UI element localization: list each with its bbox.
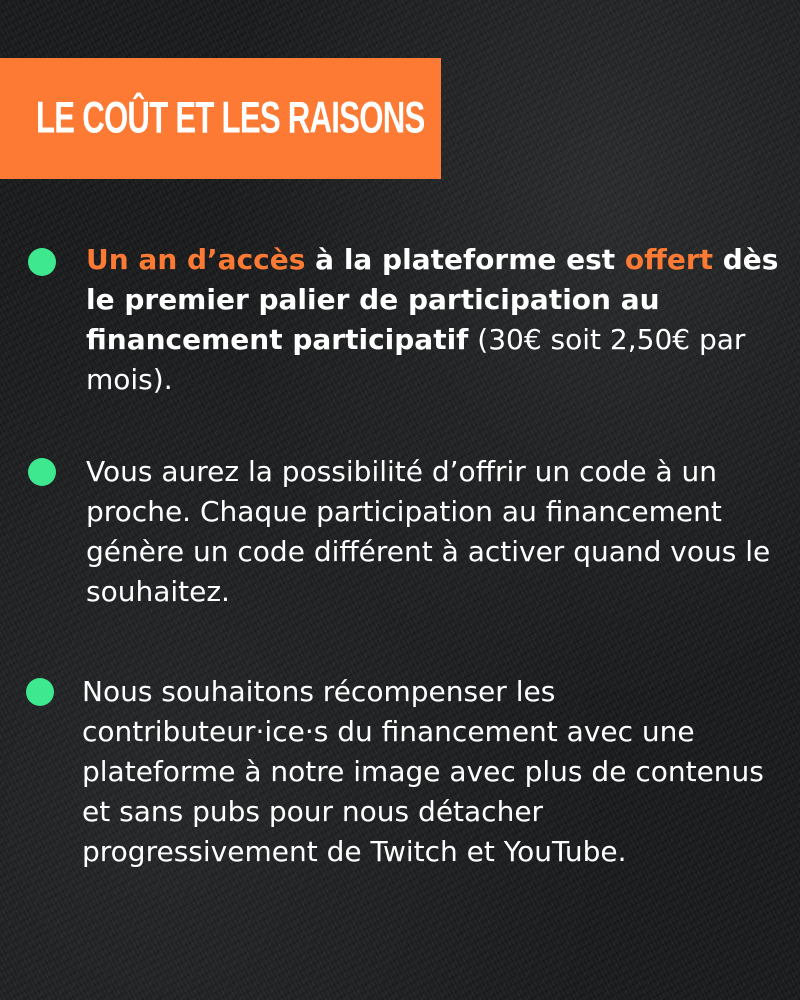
bullet-text-2: Vous aurez la possibilité d’offrir un code à un proche. Chaque participation au financement génère un code différent à activer quand vous le souhaitez.	[86, 455, 771, 608]
bullet-item-2	[28, 452, 780, 612]
text-segment: dès le premier palier de participation au financement participatif	[86, 243, 779, 356]
bullet-dot-icon	[28, 458, 56, 486]
highlight-offered: offert	[624, 243, 714, 276]
bullet-item-3	[26, 672, 778, 872]
title-banner	[0, 58, 441, 179]
bullet-text-1	[86, 240, 780, 400]
page-title: LE COÛT ET LES RAISONS	[36, 93, 425, 143]
text-segment: à la plateforme est	[305, 243, 625, 276]
bullet-dot-icon	[28, 248, 56, 276]
highlight-access: Un an d’accès	[86, 243, 306, 276]
price-note: (30€ soit 2,50€ par mois).	[86, 323, 746, 396]
bullet-item-1	[28, 240, 780, 400]
bullet-dot-icon	[26, 678, 54, 706]
bullet-text-3: Nous souhaitons récompenser les contributeur·ice·s du financement avec une plateforme à notre image avec plus de contenus et sans pubs pour nous détacher progressivement de Twitch et YouTube.	[82, 675, 764, 868]
